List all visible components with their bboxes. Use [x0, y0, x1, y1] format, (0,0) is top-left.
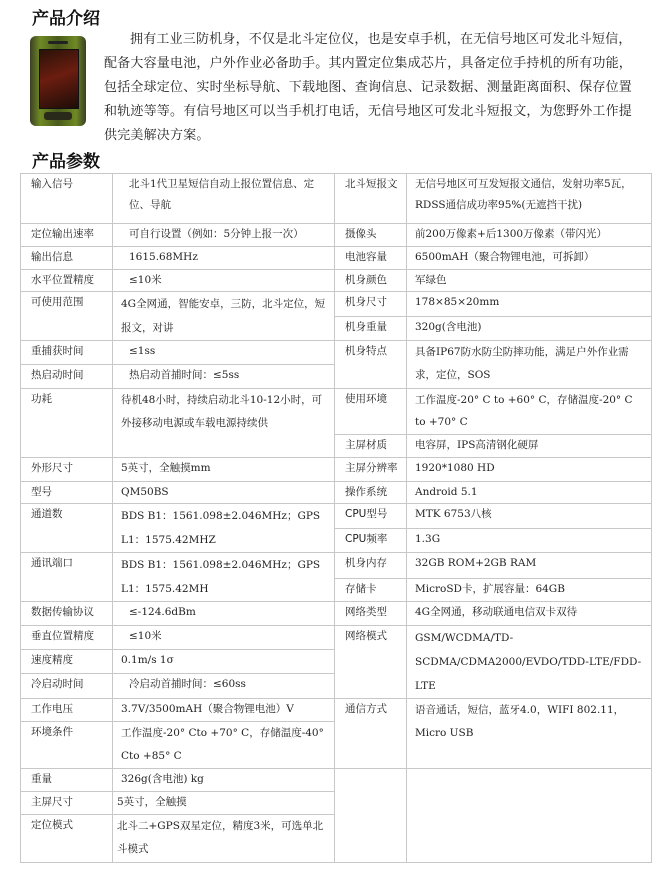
spec-label: CPU型号 [335, 504, 407, 529]
spec-label: 水平位置精度 [21, 270, 113, 292]
spec-value: 1920*1080 HD [407, 458, 652, 482]
spec-value: 320g(含电池) [407, 316, 652, 341]
spec-value: 1615.68MHz [113, 247, 335, 270]
spec-label: 工作电压 [21, 699, 113, 722]
spec-label: 机身特点 [335, 341, 407, 389]
spec-value: 178×85×20mm [407, 292, 652, 317]
spec-value: 待机48小时，持续启动北斗10-12小时，可外接移动电源或车载电源持续供 [113, 389, 335, 458]
spec-label: CPU频率 [335, 528, 407, 553]
spec-value: 军绿色 [407, 270, 652, 292]
empty-value-cell [407, 769, 652, 863]
spec-value: 工作温度-20° Cto +70° C，存储温度-40° Cto +85° C [113, 722, 335, 769]
spec-label: 主屏尺寸 [21, 792, 113, 815]
spec-label: 型号 [21, 482, 113, 504]
spec-label: 可使用范围 [21, 292, 113, 341]
empty-label-cell [335, 769, 407, 863]
spec-value: 北斗1代卫星短信自动上报位置信息、定位、导航 [113, 174, 335, 224]
phone-keypad [44, 112, 72, 120]
spec-label: 电池容量 [335, 247, 407, 270]
spec-label: 北斗短报文 [335, 174, 407, 224]
spec-value: Android 5.1 [407, 482, 652, 504]
spec-value: 0.1m/s 1σ [113, 649, 335, 673]
spec-label: 冷启动时间 [21, 673, 113, 698]
spec-value: ≤10米 [113, 270, 335, 292]
spec-value: 4G全网通，移动联通电信双卡双待 [407, 602, 652, 626]
spec-value: 可自行设置（例如：5分钟上报一次） [113, 224, 335, 247]
spec-label: 重量 [21, 769, 113, 792]
spec-label: 定位输出速率 [21, 224, 113, 247]
spec-value: 前200万像素+后1300万像素（带闪光） [407, 224, 652, 247]
spec-value: 5英寸，全触摸 [113, 792, 335, 815]
spec-value: 具备IP67防水防尘防摔功能，满足户外作业需求，定位，SOS [407, 341, 652, 389]
spec-label: 机身尺寸 [335, 292, 407, 317]
spec-value: 北斗二+GPS双星定位，精度3米，可选单北斗模式 [113, 815, 335, 863]
spec-value: 3.7V/3500mAH（聚合物锂电池）V [113, 699, 335, 722]
spec-label: 摄像头 [335, 224, 407, 247]
spec-value: MTK 6753八核 [407, 504, 652, 529]
spec-label: 存储卡 [335, 578, 407, 601]
spec-value: 5英寸，全触摸mm [113, 458, 335, 482]
speaker-grille [48, 41, 68, 44]
spec-label: 垂直位置精度 [21, 626, 113, 650]
spec-label: 主屏分辨率 [335, 458, 407, 482]
spec-label: 网络模式 [335, 626, 407, 699]
spec-value: 326g(含电池) kg [113, 769, 335, 792]
intro-heading: 产品介绍 [32, 9, 100, 29]
spec-label: 重捕获时间 [21, 341, 113, 365]
spec-label: 通讯端口 [21, 553, 113, 602]
spec-label: 速度精度 [21, 649, 113, 673]
spec-label: 机身重量 [335, 316, 407, 341]
spec-label: 通道数 [21, 504, 113, 553]
spec-label: 数据传输协议 [21, 602, 113, 626]
spec-label: 机身内存 [335, 553, 407, 579]
spec-label: 机身颜色 [335, 270, 407, 292]
product-phone-image [30, 36, 86, 126]
spec-table [20, 173, 652, 863]
spec-value: MicroSD卡，扩展容量：64GB [407, 578, 652, 601]
spec-label: 通信方式 [335, 699, 407, 769]
spec-value: QM50BS [113, 482, 335, 504]
spec-value: 32GB ROM+2GB RAM [407, 553, 652, 579]
spec-value: 冷启动首捕时间：≤60ss [113, 673, 335, 698]
spec-label: 输入信号 [21, 174, 113, 224]
spec-value: 热启动首捕时间：≤5ss [113, 365, 335, 389]
spec-label: 外形尺寸 [21, 458, 113, 482]
spec-label: 热启动时间 [21, 365, 113, 389]
spec-value: 无信号地区可互发短报文通信，发射功率5瓦，RDSS通信成功率95%(无遮挡干扰) [407, 174, 652, 224]
spec-label: 网络类型 [335, 602, 407, 626]
params-heading: 产品参数 [32, 152, 100, 172]
spec-label: 功耗 [21, 389, 113, 458]
spec-value: ≤-124.6dBm [113, 602, 335, 626]
spec-label: 环境条件 [21, 722, 113, 769]
spec-label: 主屏材质 [335, 435, 407, 458]
spec-value: BDS B1：1561.098±2.046MHz；GPS L1：1575.42MH [113, 553, 335, 602]
spec-value: GSM/WCDMA/TD-SCDMA/CDMA2000/EVDO/TDD-LTE/FDD-LTE [407, 626, 652, 699]
spec-value: 语音通话，短信，蓝牙4.0，WIFI 802.11，Micro USB [407, 699, 652, 769]
spec-value: 1.3G [407, 528, 652, 553]
spec-value: 工作温度-20° C to +60° C，存储温度-20° C to +70° C [407, 389, 652, 435]
spec-value: BDS B1：1561.098±2.046MHz；GPS L1：1575.42MHZ [113, 504, 335, 553]
spec-label: 定位模式 [21, 815, 113, 863]
spec-value: 4G全网通，智能安卓，三防，北斗定位，短报文，对讲 [113, 292, 335, 341]
spec-label: 操作系统 [335, 482, 407, 504]
spec-value: 6500mAH（聚合物锂电池，可拆卸） [407, 247, 652, 270]
intro-paragraph: 拥有工业三防机身，不仅是北斗定位仪，也是安卓手机，在无信号地区可发北斗短信，配备大容量电池，户外作业必备助手。其内置定位集成芯片，具备定位手持机的所有功能，包括全球定位、实时坐标导航、下载地图、查询信息、记录数据、测量距离面积、保存位置和轨迹等等。有信号地区可以当手机打电话，无信号地区可发北斗短报文，为您野外工作提供完美解决方案。 [104, 32, 633, 143]
spec-label: 输出信息 [21, 247, 113, 270]
spec-value: ≤1ss [113, 341, 335, 365]
phone-screen [39, 49, 79, 109]
spec-value: ≤10米 [113, 626, 335, 650]
spec-label: 使用环境 [335, 389, 407, 435]
spec-value: 电容屏，IPS高清钢化硬屏 [407, 435, 652, 458]
